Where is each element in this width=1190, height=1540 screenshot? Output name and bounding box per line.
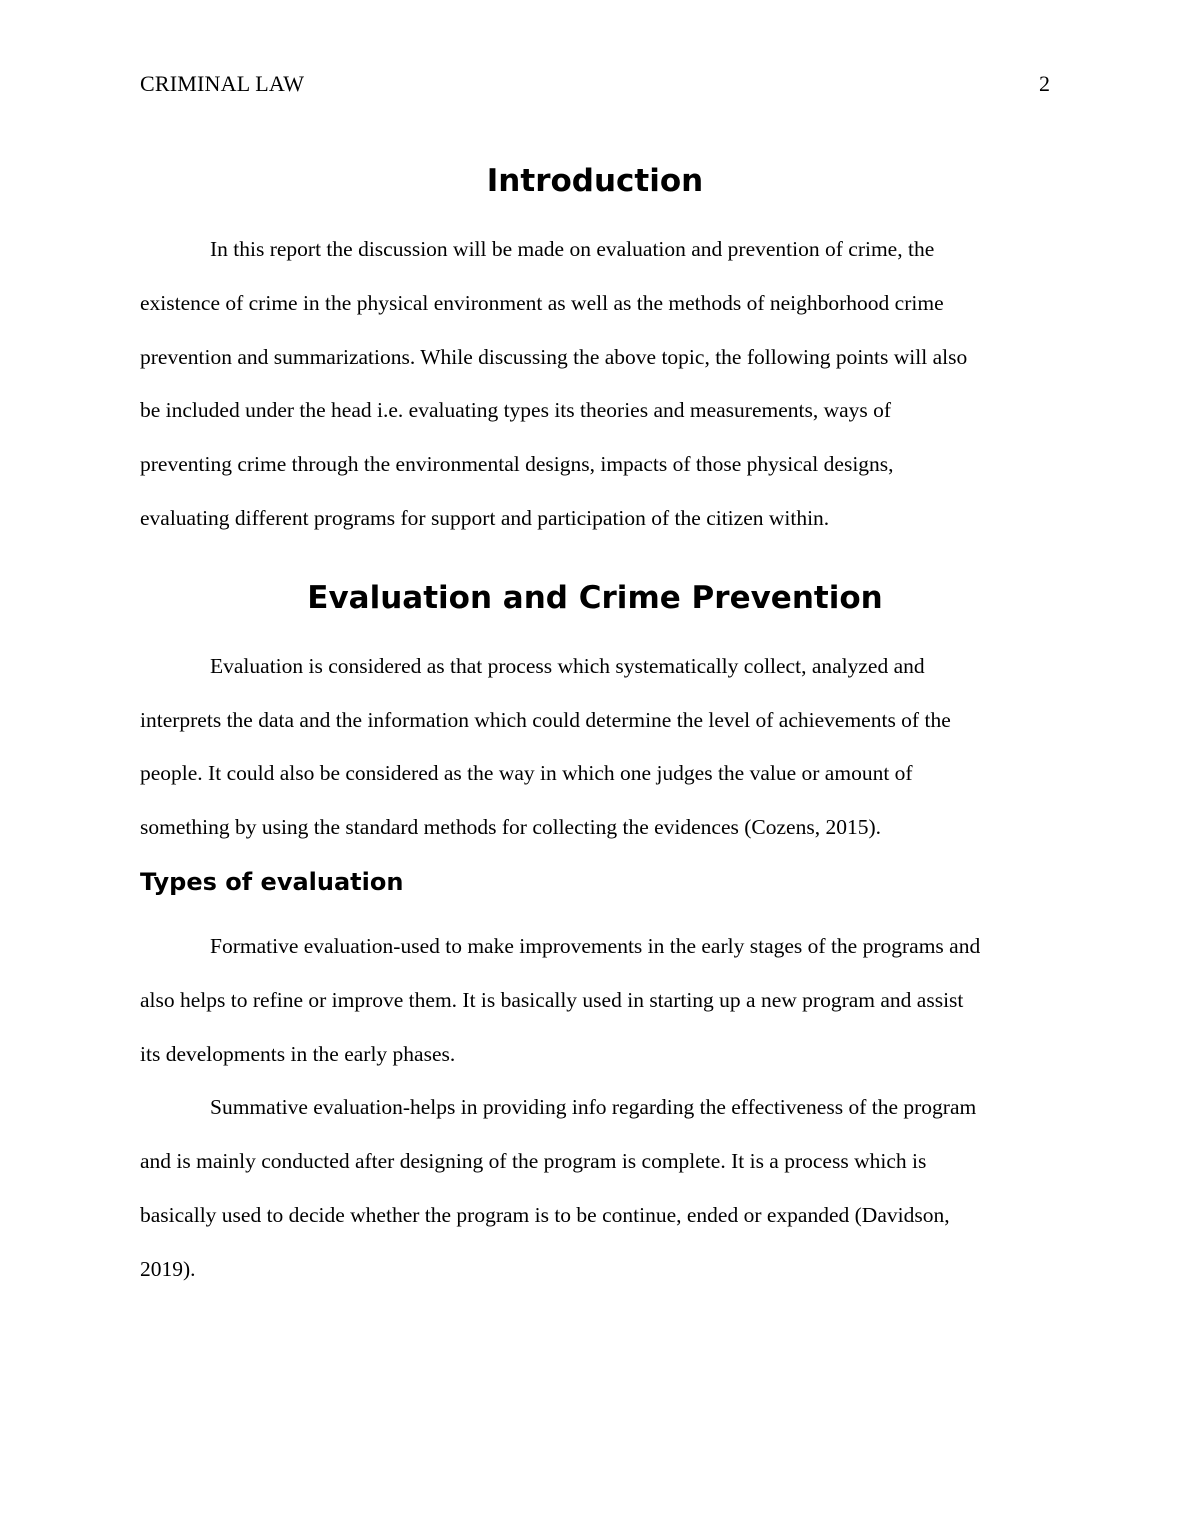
paragraph-introduction: In this report the discussion will be made on evaluation and prevention of crime, the existence of crime in the physical environment as well as the methods of neighborhood crime prevention and summarizations. While discussing the above topic, the following points will also be included under the head i.e. evaluating types its theories and measurements, ways of preventing crime through the environmental designs, impacts of those physical designs, evaluating different programs for support and participation of the citizen within. [140,237,968,530]
page-number: 2 [1039,71,1050,96]
paragraph-summative-evaluation: Summative evaluation-helps in providing info regarding the effectiveness of the program and is mainly conducted after designing of the program is complete. It is a process which is basically used to decide whether the program is to be continue, ended or expanded (Davidson, 2019). [140,1095,977,1281]
heading-evaluation-crime-prevention: Evaluation and Crime Prevention [307,579,883,616]
heading-introduction: Introduction [486,163,704,199]
running-head: CRIMINAL LAW [140,71,305,96]
heading-types-of-evaluation: Types of evaluation [140,867,404,896]
document-body [140,161,1050,1297]
paragraph-evaluation: Evaluation is considered as that process which systematically collect, analyzed and interprets the data and the information which could determine the level of achievements of the people. It could also be considered as the way in which one judges the value or amount of something by using the standard methods for collecting the evidences (Cozens, 2015). [140,653,951,840]
paragraph-formative-evaluation: Formative evaluation-used to make improvements in the early stages of the programs and also helps to refine or improve them. It is basically used in starting up a new program and assist its developments in the early phases. [140,933,981,1066]
